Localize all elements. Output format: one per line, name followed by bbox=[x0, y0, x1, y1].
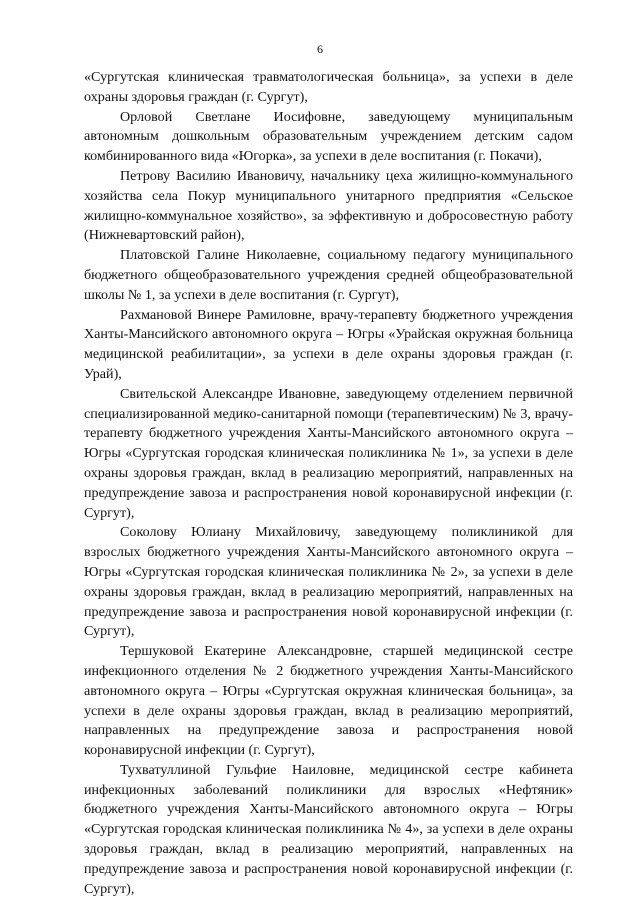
award-paragraph-tershukova: Тершуковой Екатерине Александровне, старшей медицинской сестре инфекционного отделения № 2 бюджетного учреждения Ханты-Мансийского автономного округа – Югры «Сургутская окружная клиническая больница», за успехи в деле охраны здоровья граждан, вклад в реализацию мероприятий, направленных на предупреждение завоза и распространения новой коронавирусной инфекции (г. Сургут), bbox=[84, 643, 573, 759]
document-body bbox=[84, 68, 573, 899]
award-paragraph-sokolov: Соколову Юлиану Михайловичу, заведующему поликлиникой для взрослых бюджетного учреждения Ханты-Мансийского автономного округа – Югры «Сургутская городская клиническая поликлиника № 2», за успехи в деле охраны здоровья граждан, вклад в реализацию мероприятий, направленных на предупреждение завоза и распространения новой коронавирусной инфекции (г. Сургут), bbox=[84, 524, 573, 640]
award-paragraph-platovskaya: Платовской Галине Николаевне, социальному педагогу муниципального бюджетного общеобразовательного учреждения средней общеобразовательной школы № 1, за успехи в деле воспитания (г. Сургут), bbox=[84, 247, 573, 303]
award-paragraph-orlova: Орловой Светлане Иосифовне, заведующему муниципальным автономным дошкольным образовательным учреждением детским садом комбинированного вида «Югорка», за успехи в деле воспитания (г. Покачи), bbox=[84, 108, 573, 165]
award-paragraph-tukhvatullina: Тухватуллиной Гульфие Наиловне, медицинской сестре кабинета инфекционных заболеваний поликлиники для взрослых «Нефтяник» бюджетного учреждения Ханты-Мансийского автономного округа – Югры «Сургутская городская клиническая поликлиника № 4», за успехи в деле охраны здоровья граждан, вклад в реализацию мероприятий, направленных на предупреждение завоза и распространения новой коронавирусной инфекции (г. Сургут), bbox=[84, 761, 573, 897]
award-paragraph-petrov: Петрову Василию Ивановичу, начальнику цеха жилищно-коммунального хозяйства села Покур муниципального унитарного предприятия «Сельское жилищно-коммунальное хозяйство», за эффективную и добросовестную работу (Нижневартовский район), bbox=[84, 167, 573, 244]
award-paragraph-continued: «Сургутская клиническая травматологическая больница», за успехи в деле охраны здоровья граждан (г. Сургут), bbox=[84, 69, 573, 105]
award-paragraph-rakhmanova: Рахмановой Винере Рамиловне, врачу-терапевту бюджетного учреждения Ханты-Мансийского автономного округа – Югры «Урайская окружная больница медицинской реабилитации», за успехи в деле охраны здоровья граждан (г. Урай), bbox=[84, 306, 573, 382]
award-paragraph-svitelskaya: Свительской Александре Ивановне, заведующему отделением первичной специализированной медико-санитарной помощи (терапевтическим) № 3, врачу-терапевту бюджетного учреждения Ханты-Мансийского автономного округа – Югры «Сургутская городская клиническая поликлиника № 1», за успехи в деле охраны здоровья граждан, вклад в реализацию мероприятий, направленных на предупреждение завоза и распространения новой коронавирусной инфекции (г. Сургут), bbox=[84, 385, 573, 521]
page-number: 6 bbox=[317, 42, 323, 56]
